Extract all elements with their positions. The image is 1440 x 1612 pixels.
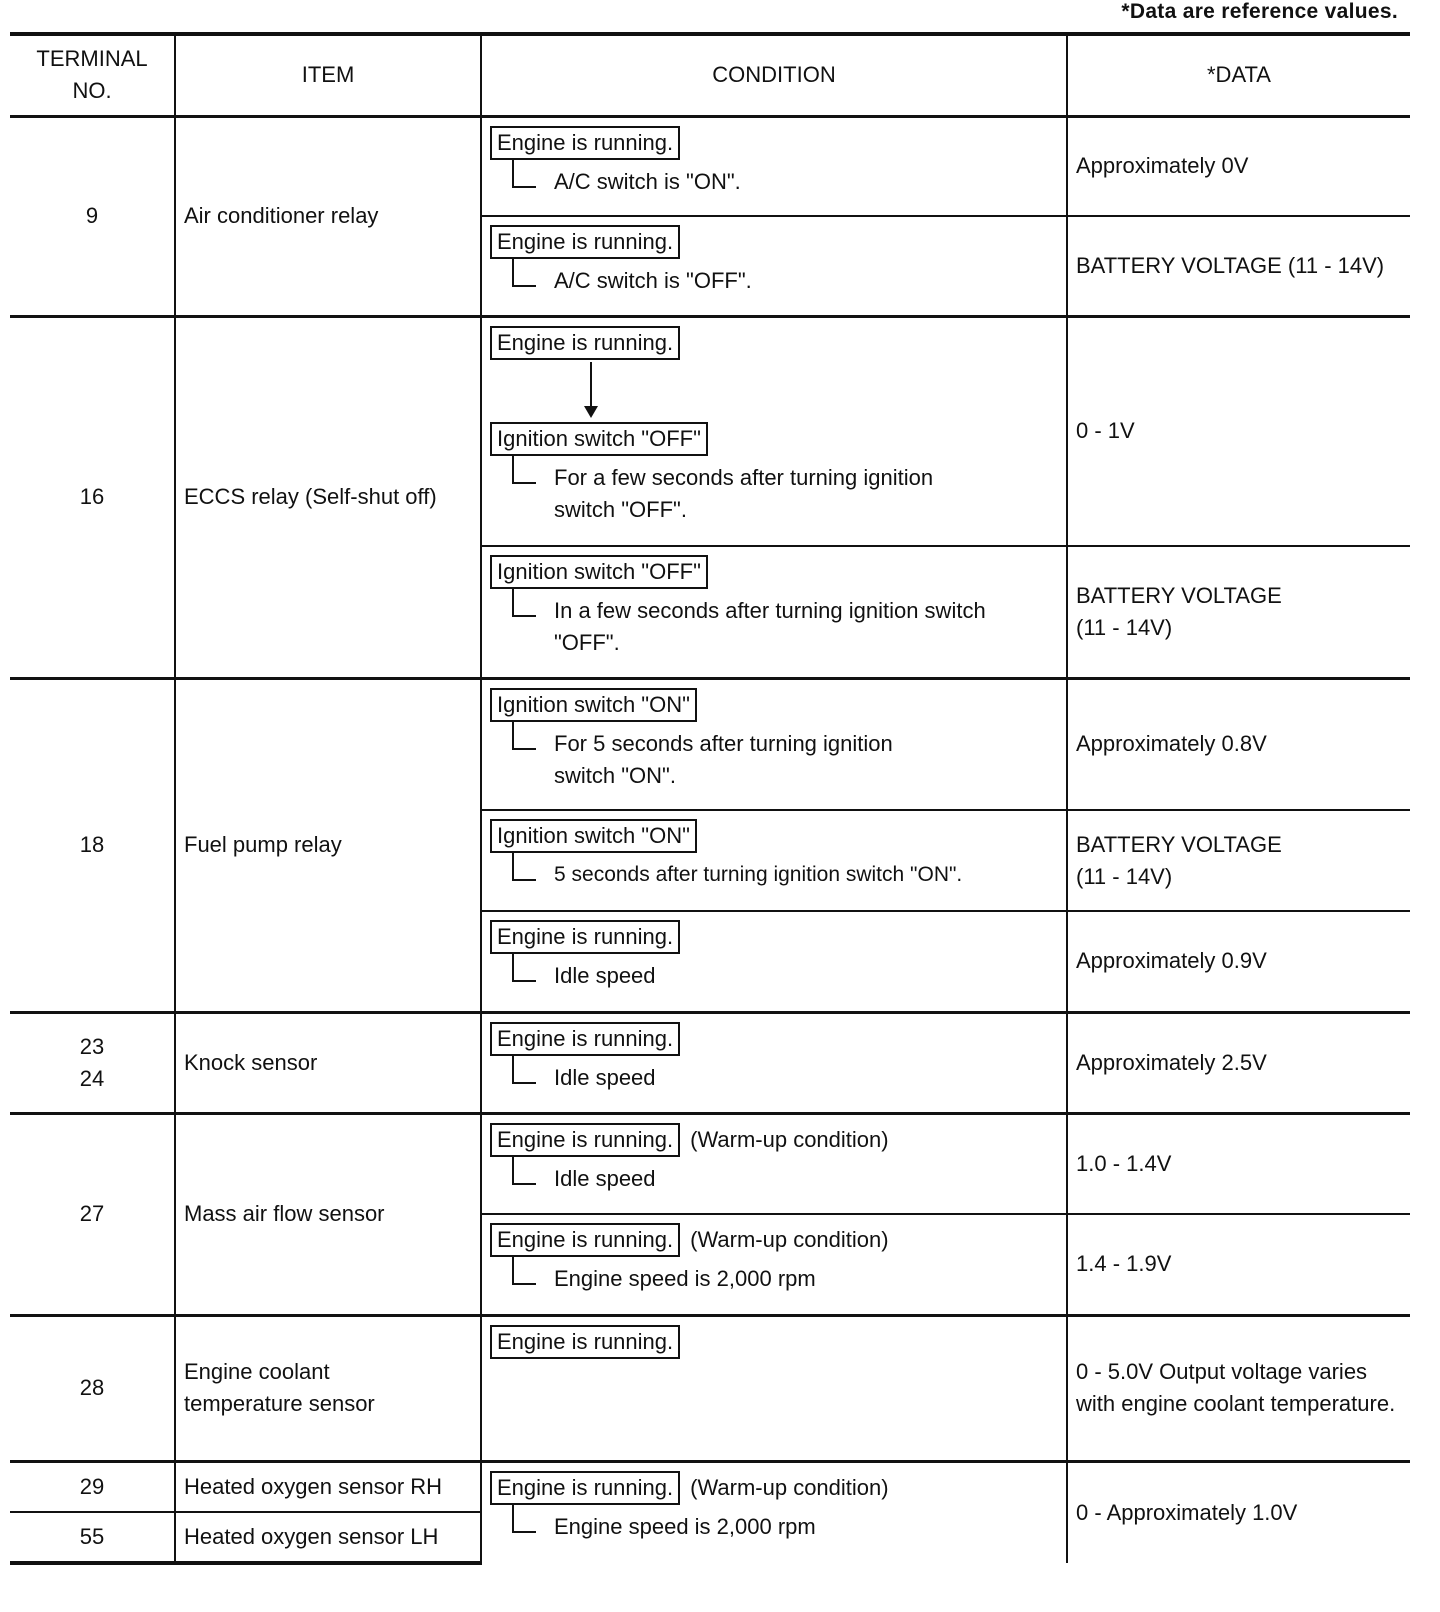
sub-condition: A/C switch is "ON". <box>490 166 1058 198</box>
bracket-line <box>512 954 536 982</box>
data-value: Approximately 0.9V <box>1067 911 1410 1012</box>
terminal-no: 9 <box>10 116 175 316</box>
table-row <box>10 1113 1410 1214</box>
sub-condition: Idle speed <box>490 960 1058 992</box>
table-row <box>10 116 1410 216</box>
bracket-line <box>512 1257 536 1285</box>
condition-cell <box>481 216 1067 316</box>
header-terminal: TERMINAL NO. <box>10 34 175 116</box>
table-row <box>10 1315 1410 1461</box>
condition-note: (Warm-up condition) <box>690 1126 889 1152</box>
condition-box: Engine is running. <box>490 126 680 160</box>
terminal-no: 55 <box>10 1512 175 1563</box>
data-value: 0 - Approximately 1.0V <box>1067 1461 1410 1563</box>
bracket-line <box>512 259 536 287</box>
condition-box: Engine is running. <box>490 1223 680 1257</box>
sub-condition: For 5 seconds after turning ignition switch "ON". <box>490 728 1058 792</box>
terminal-no: 23 24 <box>10 1012 175 1113</box>
sub-condition: 5 seconds after turning ignition switch "ON". <box>490 859 1058 891</box>
bracket-line <box>512 456 536 484</box>
item-name: Knock sensor <box>175 1012 481 1113</box>
condition-cell <box>481 911 1067 1012</box>
item-name: Heated oxygen sensor LH <box>175 1512 481 1563</box>
condition-box: Engine is running. <box>490 326 680 360</box>
condition-cell <box>481 678 1067 810</box>
header-item: ITEM <box>175 34 481 116</box>
data-value: Approximately 0V <box>1067 116 1410 216</box>
condition-box: Engine is running. <box>490 920 680 954</box>
bracket-line <box>512 160 536 188</box>
item-name: Air conditioner relay <box>175 116 481 316</box>
condition-box: Ignition switch "ON" <box>490 688 697 722</box>
sub-condition: Idle speed <box>490 1062 1058 1094</box>
table-row <box>10 1461 1410 1512</box>
item-name: Mass air flow sensor <box>175 1113 481 1315</box>
condition-note: (Warm-up condition) <box>690 1474 889 1500</box>
terminal-no: 18 <box>10 678 175 1012</box>
terminal-data-table <box>10 32 1410 1565</box>
condition-box: Ignition switch "ON" <box>490 819 697 853</box>
bracket-line <box>512 1505 536 1533</box>
item-name: Engine coolant temperature sensor <box>175 1315 481 1461</box>
reference-note: *Data are reference values. <box>1121 0 1398 23</box>
condition-box: Engine is running. <box>490 1471 680 1505</box>
condition-cell <box>481 1214 1067 1315</box>
data-value: 0 - 1V <box>1067 316 1410 546</box>
sub-condition: A/C switch is "OFF". <box>490 265 1058 297</box>
data-value: Approximately 2.5V <box>1067 1012 1410 1113</box>
terminal-no: 28 <box>10 1315 175 1461</box>
terminal-no: 29 <box>10 1461 175 1512</box>
item-name: Heated oxygen sensor RH <box>175 1461 481 1512</box>
header-data: *DATA <box>1067 34 1410 116</box>
data-value: 0 - 5.0V Output voltage varies with engine coolant temperature. <box>1067 1315 1410 1461</box>
sub-condition: Idle speed <box>490 1163 1058 1195</box>
condition-box: Engine is running. <box>490 1022 680 1056</box>
condition-box: Engine is running. <box>490 1123 680 1157</box>
data-value: 1.0 - 1.4V <box>1067 1113 1410 1214</box>
condition-note: (Warm-up condition) <box>690 1227 889 1252</box>
bracket-line <box>512 722 536 750</box>
sub-condition: In a few seconds after turning ignition switch "OFF". <box>490 595 1058 659</box>
sub-condition: For a few seconds after turning ignition switch "OFF". <box>490 462 1058 526</box>
condition-cell <box>481 810 1067 911</box>
bracket-line <box>512 589 536 617</box>
data-value: BATTERY VOLTAGE (11 - 14V) <box>1067 810 1410 911</box>
item-name: ECCS relay (Self-shut off) <box>175 316 481 678</box>
condition-box: Ignition switch "OFF" <box>490 422 708 456</box>
condition-cell <box>481 1461 1067 1563</box>
header-condition: CONDITION <box>481 34 1067 116</box>
condition-cell <box>481 1113 1067 1214</box>
data-value: BATTERY VOLTAGE (11 - 14V) <box>1067 216 1410 316</box>
sub-condition: Engine speed is 2,000 rpm <box>490 1511 1058 1543</box>
condition-box: Engine is running. <box>490 1325 680 1359</box>
condition-cell <box>481 116 1067 216</box>
data-value: 1.4 - 1.9V <box>1067 1214 1410 1315</box>
condition-cell <box>481 316 1067 546</box>
sub-condition: Engine speed is 2,000 rpm <box>490 1263 1058 1295</box>
item-name: Fuel pump relay <box>175 678 481 1012</box>
bracket-line <box>512 1157 536 1185</box>
table-row <box>10 678 1410 810</box>
data-value: BATTERY VOLTAGE (11 - 14V) <box>1067 546 1410 678</box>
condition-cell <box>481 1315 1067 1461</box>
condition-cell <box>481 546 1067 678</box>
table-row <box>10 316 1410 546</box>
terminal-no: 16 <box>10 316 175 678</box>
table-row <box>10 1012 1410 1113</box>
condition-box: Engine is running. <box>490 225 680 259</box>
condition-box: Ignition switch "OFF" <box>490 555 708 589</box>
bracket-line <box>512 853 536 881</box>
arrow-down-icon <box>490 360 1058 422</box>
terminal-no: 27 <box>10 1113 175 1315</box>
condition-cell <box>481 1012 1067 1113</box>
header-row <box>10 34 1410 116</box>
data-value: Approximately 0.8V <box>1067 678 1410 810</box>
bracket-line <box>512 1056 536 1084</box>
